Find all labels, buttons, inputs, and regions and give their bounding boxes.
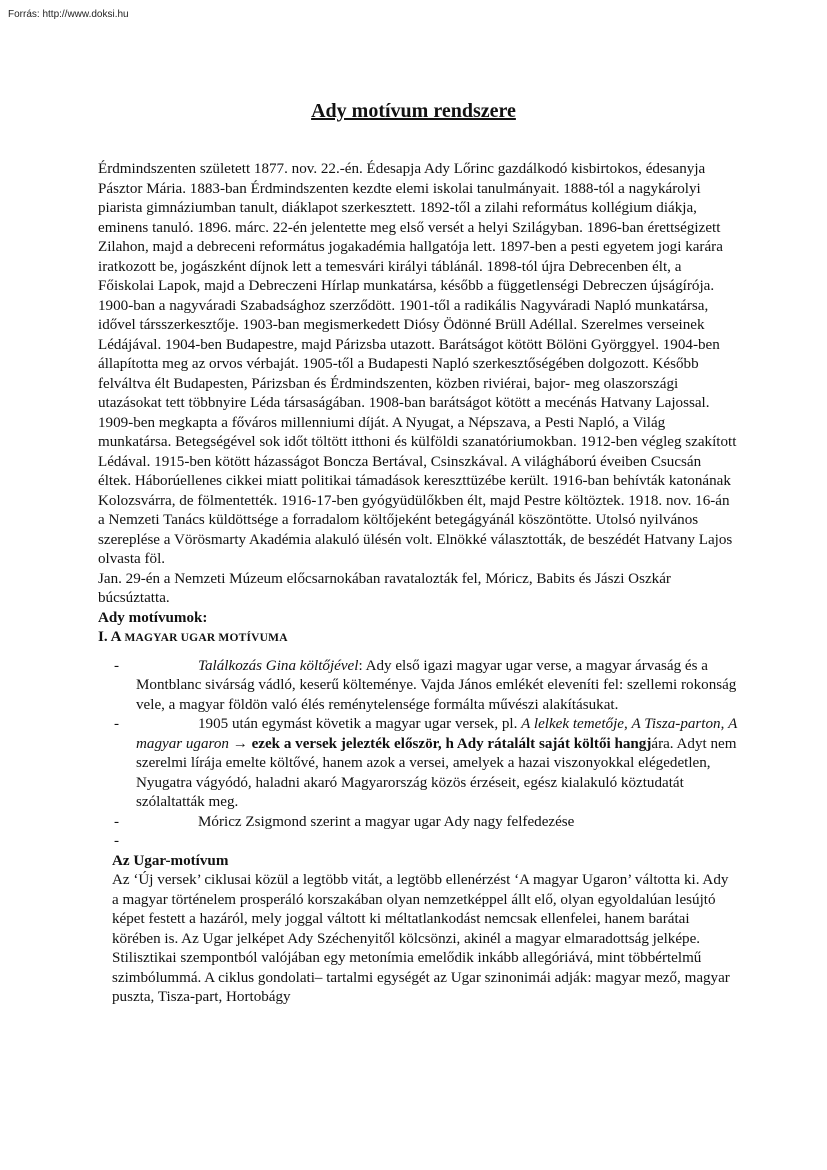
section-numeral: I. A [98, 629, 125, 645]
item-text: 1905 után egymást követik a magyar ugar versek, pl. [198, 716, 522, 732]
separator: , [623, 716, 632, 732]
list-dash: - [114, 833, 120, 849]
biography [98, 160, 738, 609]
section-heading [98, 628, 738, 649]
item-text: ára. Adyt nem szerelmi lírája emelte költővé, hanem azok a versei, amelyek a hazai viszonyokkal elégedetlen, Nyugatra vágyódó, haladni akaró Magyarország közös érzéseit, egész kialakuló köztudatát szólaltatták meg. [136, 735, 737, 810]
biography-paragraph: Jan. 29-én a Nemzeti Múzeum előcsarnokában ravatalozták fel, Móricz, Babits és Jászi Oszkár búcsúztatta. [98, 570, 671, 606]
section-title: MAGYAR UGAR MOTÍVUMA [124, 632, 288, 644]
item-text: : Ady első igazi magyar ugar verse, a magyar árvaság és a Montblanc sivárság vádló, keserű költeménye. Vajda János emlékét eleveníti fel: szellemi rokonság vele, a magyar földön való élés reménytelensége formálta művészi alakításukat. [136, 657, 737, 713]
poem-title: A lelkek temetője [521, 716, 624, 732]
document-body [98, 160, 738, 1008]
list-dash: - [114, 813, 120, 830]
separator: , [720, 716, 729, 732]
poem-title: A magyar ugaron [136, 716, 738, 752]
motifs-heading: Ady motívumok: [98, 609, 208, 626]
list-dash: - [114, 657, 120, 674]
ugar-heading: Az Ugar-motívum [112, 852, 229, 869]
emphasis-text: → ezek a versek jelezték először, h Ady rátalált saját költői hangj [228, 735, 652, 752]
biography-paragraph: Érdmindszenten született 1877. nov. 22.-én. Édesapja Ady Lőrinc gazdálkodó kisbirtokos, édesanyja Pásztor Mária. 1883-ban Érdmindszenten kezdte elemi iskolai tanulmányait. 1888-tól a nagykárolyi piarista gimnáziumban tanult, diáklapot szerkesztett. 1892-től a zilahi református kollégium diákja, eminens tanuló. 1896. márc. 22-én jelentette meg első versét a helyi Szilágyban. 1896-ban érettségizett Zilahon, majd a debreceni református jogakadémia hallgatója lett. 1897-ben a pesti egyetem jogi karára iratkozott be, jogászként díjnok lett a temesvári királyi táblánál. 1898-tól újra Debrecenben élt, a Főiskolai Lapok, majd a Debreczeni Hírlap munkatársa, később a függetlenségi Debreczen újságírója. 1900-ban a nagyváradi Szabadsághoz szerződött. 1901-től a radikális Nagyváradi Napló munkatársa, idővel társszerkesztője. 1903-ban megismerkedett Diósy Ödönné Brüll Adéllal. Szerelmes verseinek Lédájával. 1904-ben Budapestre, majd Párizsba utazott. Barátságot kötött Bölöni Györggyel. 1904-ben állapította meg az orvos vérbaját. 1905-től a Budapesti Napló szerkesztőségében dolgozott. Később felváltva élt Budapesten, Párizsban és Érdmindszenten, közben riviérai, bajor- meg olaszországi utazásokat tett többnyire Léda társaságában. 1908-ban barátságot kötött a mecénás Hatvany Lajossal. 1909-ben megkapta a főváros millenniumi díját. A Nyugat, a Népszava, a Pesti Napló, a Világ munkatársa. Betegségével sok időt töltött itthoni és külföldi szanatóriumokban. 1912-ben végleg szakított Lédával. 1915-ben kötött házasságot Boncza Bertával, Csinszkával. A világháború éveiben Csucsán éltek. Háborúellenes cikkei miatt politikai támadások kereszttüzébe került. 1916-ban behívták katonának Kolozsvárra, de fölmentették. 1916-17-ben gyógyüdülőkben élt, majd Pestre költöztek. 1918. nov. 16-án a Nemzeti Tanács küldöttsége a forradalom költőjeként betegágyánál köszöntötte. Utolsó nyilvános szereplése a Vörösmarty Akadémia alakuló ülésén volt. Elnökké választották, de beszédét Hatvany Lajos olvasta föl. [98, 161, 737, 567]
list-dash: - [114, 716, 120, 732]
ugar-paragraph: Az ‘Új versek’ ciklusai közül a legtöbb vitát, a legtöbb ellenérzést ‘A magyar Ugaron’ váltotta ki. Ady a magyar történelem prosperáló korszakában olyan nemzetképpel állt elő, olyan egyoldalúan lesújtó képet festett a hazáról, mely joggal váltott ki méltatlankodást nemcsak ellenfelei, hanem barátai körében is. Az Ugar jelképet Ady Széchenyitől kölcsönzi, akinél a magyar elmaradottság jelképe. Stilisztikai szempontból valójában egy metonímia emelődik inkább allegóriává, mint többértelmű szimbólummá. A ciklus gondolati– tartalmi egységét az Ugar szinonimái adják: magyar mező, magyar puszta, Tisza-part, Hortobágy [112, 872, 730, 1005]
ugar-section [112, 852, 738, 1008]
list-item [98, 832, 738, 852]
page-title: Ady motívum rendszere [311, 100, 516, 122]
list-item [98, 657, 738, 716]
motif-list [98, 657, 738, 852]
poem-title: A Tisza-parton [631, 716, 721, 732]
item-text: Móricz Zsigmond szerint a magyar ugar Ady nagy felfedezése [198, 813, 575, 830]
poem-title: Találkozás Gina költőjével [198, 657, 359, 674]
list-item [98, 813, 738, 833]
source-note: Forrás: http://www.doksi.hu [8, 9, 129, 20]
list-item [98, 715, 738, 813]
